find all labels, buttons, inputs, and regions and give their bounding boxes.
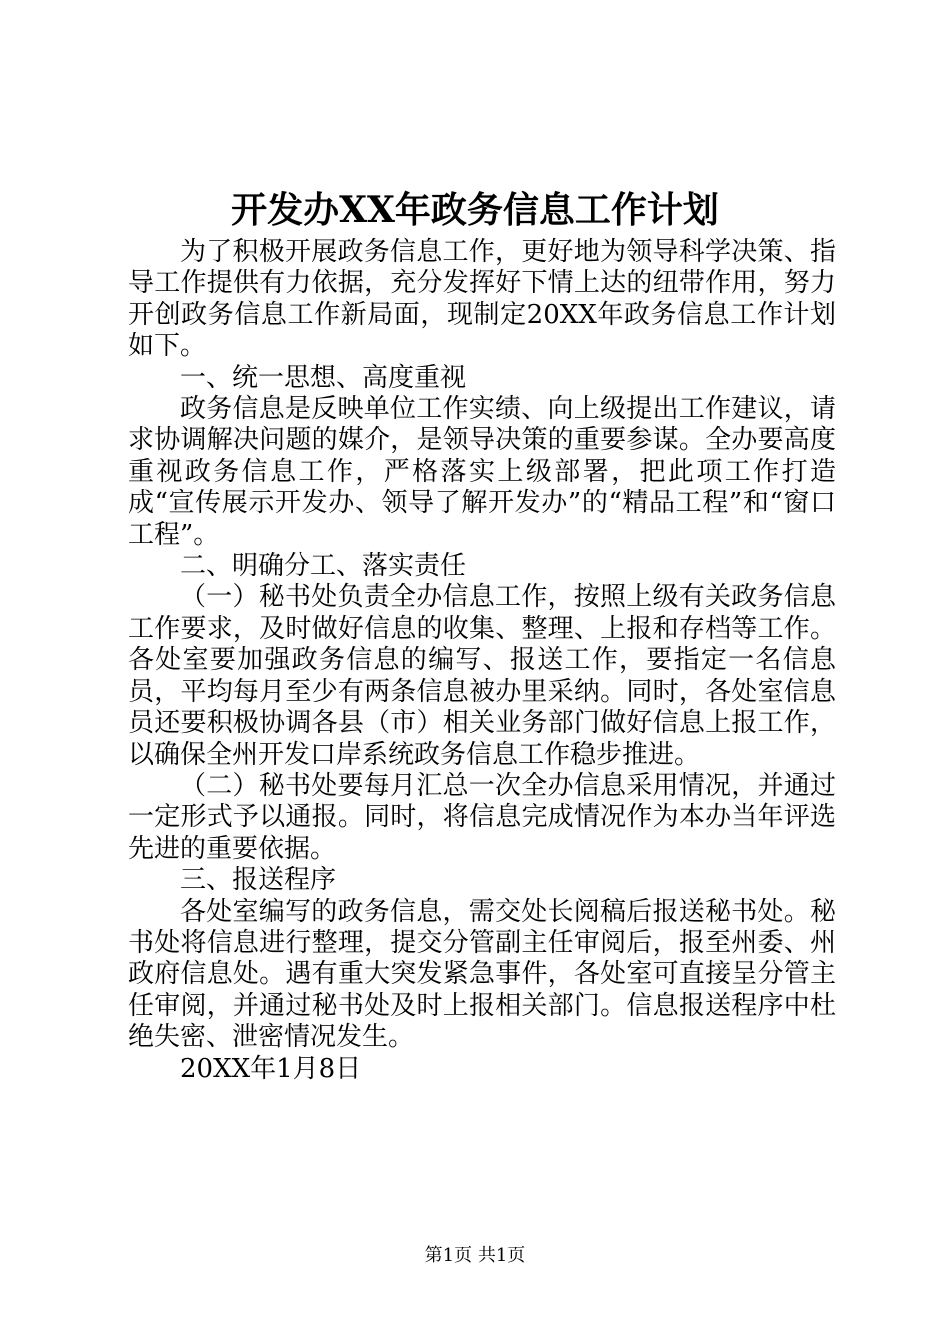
- section-2-paragraph-1: （一）秘书处负责全办信息工作，按照上级有关政务信息工作要求，及时做好信息的收集、整理、上报和存档等工作。各处室要加强政务信息的编写、报送工作，要指定一名信息员，平均每月至少有两条信息被办里采纳。同时，各处室信息员还要积极协调各县（市）相关业务部门做好信息上报工作，以确保全州开发口岸系统政务信息工作稳步推进。: [128, 582, 836, 770]
- document-title: 开发办XX年政务信息工作计划: [231, 189, 719, 231]
- document-date: 20XX年1月8日: [180, 1053, 362, 1084]
- section-heading-3: 三、报送程序: [180, 865, 337, 896]
- page-number-footer: 第1页 共1页: [424, 1245, 526, 1266]
- section-2-paragraph-2: （二）秘书处要每月汇总一次全办信息采用情况，并通过一定形式予以通报。同时，将信息完成情况作为本办当年评选先进的重要依据。: [128, 770, 836, 864]
- section-heading-1: 一、统一思想、高度重视: [180, 362, 467, 393]
- intro-paragraph: 为了积极开展政务信息工作，更好地为领导科学决策、指导工作提供有力依据，充分发挥好下情上达的纽带作用，努力开创政务信息工作新局面，现制定20XX年政务信息工作计划如下。: [128, 237, 836, 362]
- document-body: [128, 237, 836, 1085]
- section-3-paragraph: 各处室编写的政务信息，需交处长阅稿后报送秘书处。秘书处将信息进行整理，提交分管副主任审阅后，报至州委、州政府信息处。遇有重大突发紧急事件，各处室可直接呈分管主任审阅，并通过秘书处及时上报相关部门。信息报送程序中杜绝失密、泄密情况发生。: [128, 896, 836, 1053]
- section-heading-2: 二、明确分工、落实责任: [180, 551, 467, 582]
- section-1-paragraph: 政务信息是反映单位工作实绩、向上级提出工作建议，请求协调解决问题的媒介，是领导决策的重要参谋。全办要高度重视政务信息工作，严格落实上级部署，把此项工作打造成“宣传展示开发办、领导了解开发办”的“精品工程”和“窗口工程”。: [128, 394, 836, 550]
